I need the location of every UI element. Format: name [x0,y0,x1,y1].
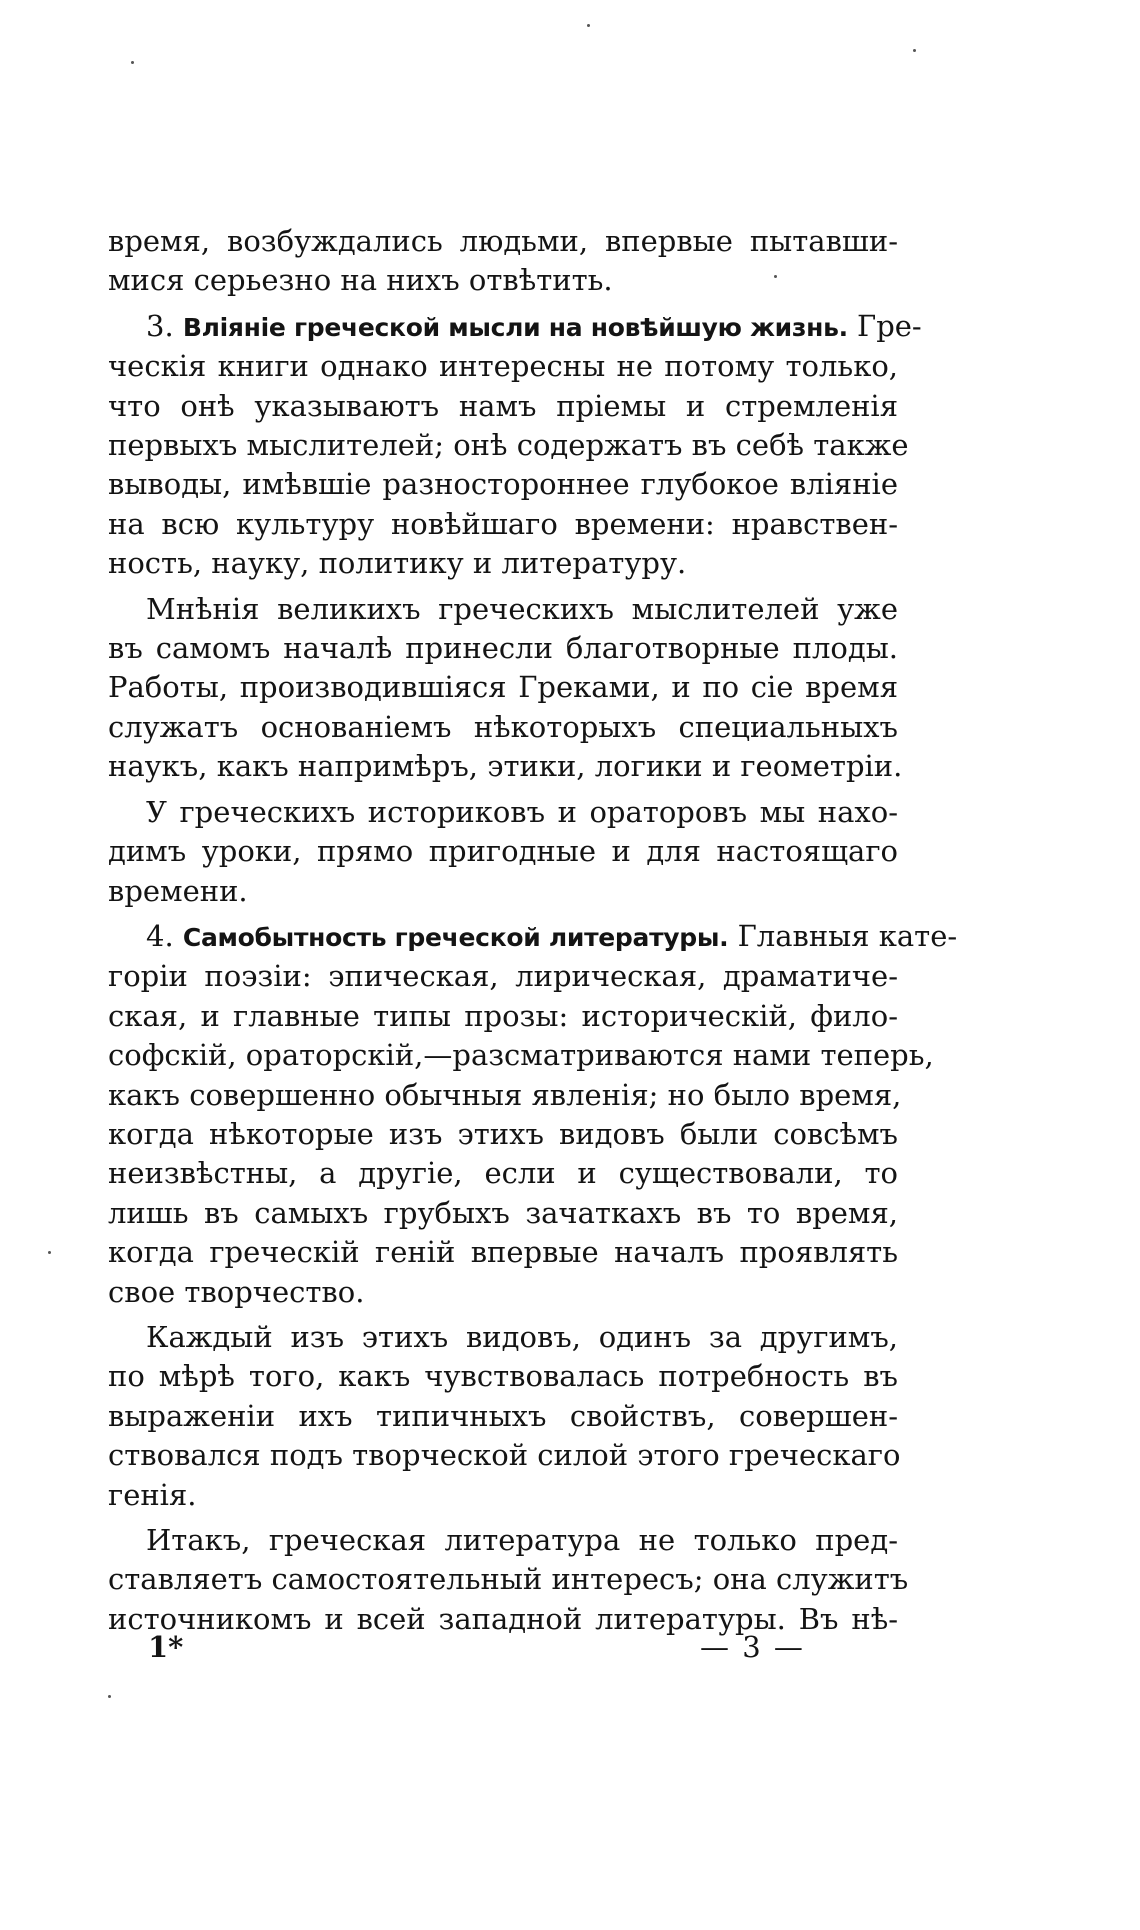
paragraph-4 [108,793,898,911]
paragraph-6 [108,1318,901,1515]
signature-mark: 1* [148,1630,184,1664]
paragraph-1 [108,222,898,301]
section-number: 4. [146,918,174,953]
text-line: свое творчество. [108,1274,365,1309]
section-heading-line [108,307,922,347]
text-line: горіи поэзіи: эпическая, лирическая, драматиче- [108,959,898,994]
text-line: неизвѣстны, а другіе, если и существовали, то [108,1156,898,1191]
section-heading-line [108,917,958,957]
section-4 [108,917,958,1312]
text-line: ческія книги однако интересны не потому только, [108,349,898,384]
text-line: выраженіи ихъ типичныхъ свойствъ, совершен- [108,1398,898,1433]
text-line: что онѣ указываютъ намъ пріемы и стремленія [108,388,898,423]
text-line: въ самомъ началѣ принесли благотворные плоды. [108,631,898,666]
text-line: лишь въ самыхъ грубыхъ зачаткахъ въ то время, [108,1195,898,1230]
text-line: на всю культуру новѣйшаго времени: нравствен- [108,506,898,541]
print-speck [108,1695,111,1698]
text-line: генія. [108,1477,197,1512]
text-line: димъ уроки, прямо пригодные и для настоящаго [108,834,898,869]
text-line: какъ совершенно обычныя явленія; но было время, [108,1077,902,1112]
print-speck [131,61,134,64]
section-3 [108,307,922,584]
text-line: когда греческій геній впервые началъ проявлять [108,1235,898,1270]
text-line: ская, и главные типы прозы: историческій, фило- [108,998,898,1033]
print-speck [587,24,590,27]
text-line: служатъ основаніемъ нѣкоторыхъ специальныхъ [108,709,898,744]
text-line: первыхъ мыслителей; онѣ содержатъ въ себѣ также [108,428,909,463]
text-line: выводы, имѣвшіе разностороннее глубокое вліяніе [108,467,898,502]
text-fragment: Гре- [857,308,922,343]
text-line: источникомъ и всей западной литературы. Въ нѣ- [108,1601,898,1636]
section-title: Вліяніе греческой мысли на новѣйшую жизнь. [182,312,848,342]
page-footer [0,1630,1140,1670]
text-line: время, возбуждались людьми, впервые пытавши- [108,224,898,258]
paragraph-3 [108,590,903,787]
text-line: У греческихъ историковъ и ораторовъ мы нахо- [146,794,898,829]
print-speck [48,1251,51,1254]
section-number: 3. [146,308,174,343]
text-line: Мнѣнія великихъ греческихъ мыслителей уже [146,591,898,626]
text-line: Каждый изъ этихъ видовъ, одинъ за другимъ, [146,1319,898,1354]
paragraph-7 [108,1521,909,1639]
text-line: когда нѣкоторые изъ этихъ видовъ были совсѣмъ [108,1116,898,1151]
page-body [108,222,958,1645]
text-line: ставляетъ самостоятельный интересъ; она служитъ [108,1562,909,1597]
print-speck [774,275,777,278]
page-number: — 3 — [700,1630,805,1664]
text-line: софскій, ораторскій,—разсматриваются нами теперь, [108,1038,934,1073]
text-line: ность, науку, политику и литературу. [108,546,687,581]
text-fragment: Главныя кате- [737,918,958,953]
text-line: времени. [108,873,248,908]
text-line: Итакъ, греческая литература не только пред- [146,1523,898,1557]
text-line: мися серьезно на нихъ отвѣтить. [108,263,613,298]
text-line: ствовался подъ творческой силой этого греческаго [108,1438,901,1473]
text-line: Работы, производившіяся Греками, и по сіе время [108,670,898,705]
text-line: по мѣрѣ того, какъ чувствовалась потребность въ [108,1359,898,1394]
text-line: наукъ, какъ напримѣръ, этики, логики и геометріи. [108,749,903,784]
print-speck [913,49,916,52]
section-title: Самобытность греческой литературы. [182,922,729,952]
